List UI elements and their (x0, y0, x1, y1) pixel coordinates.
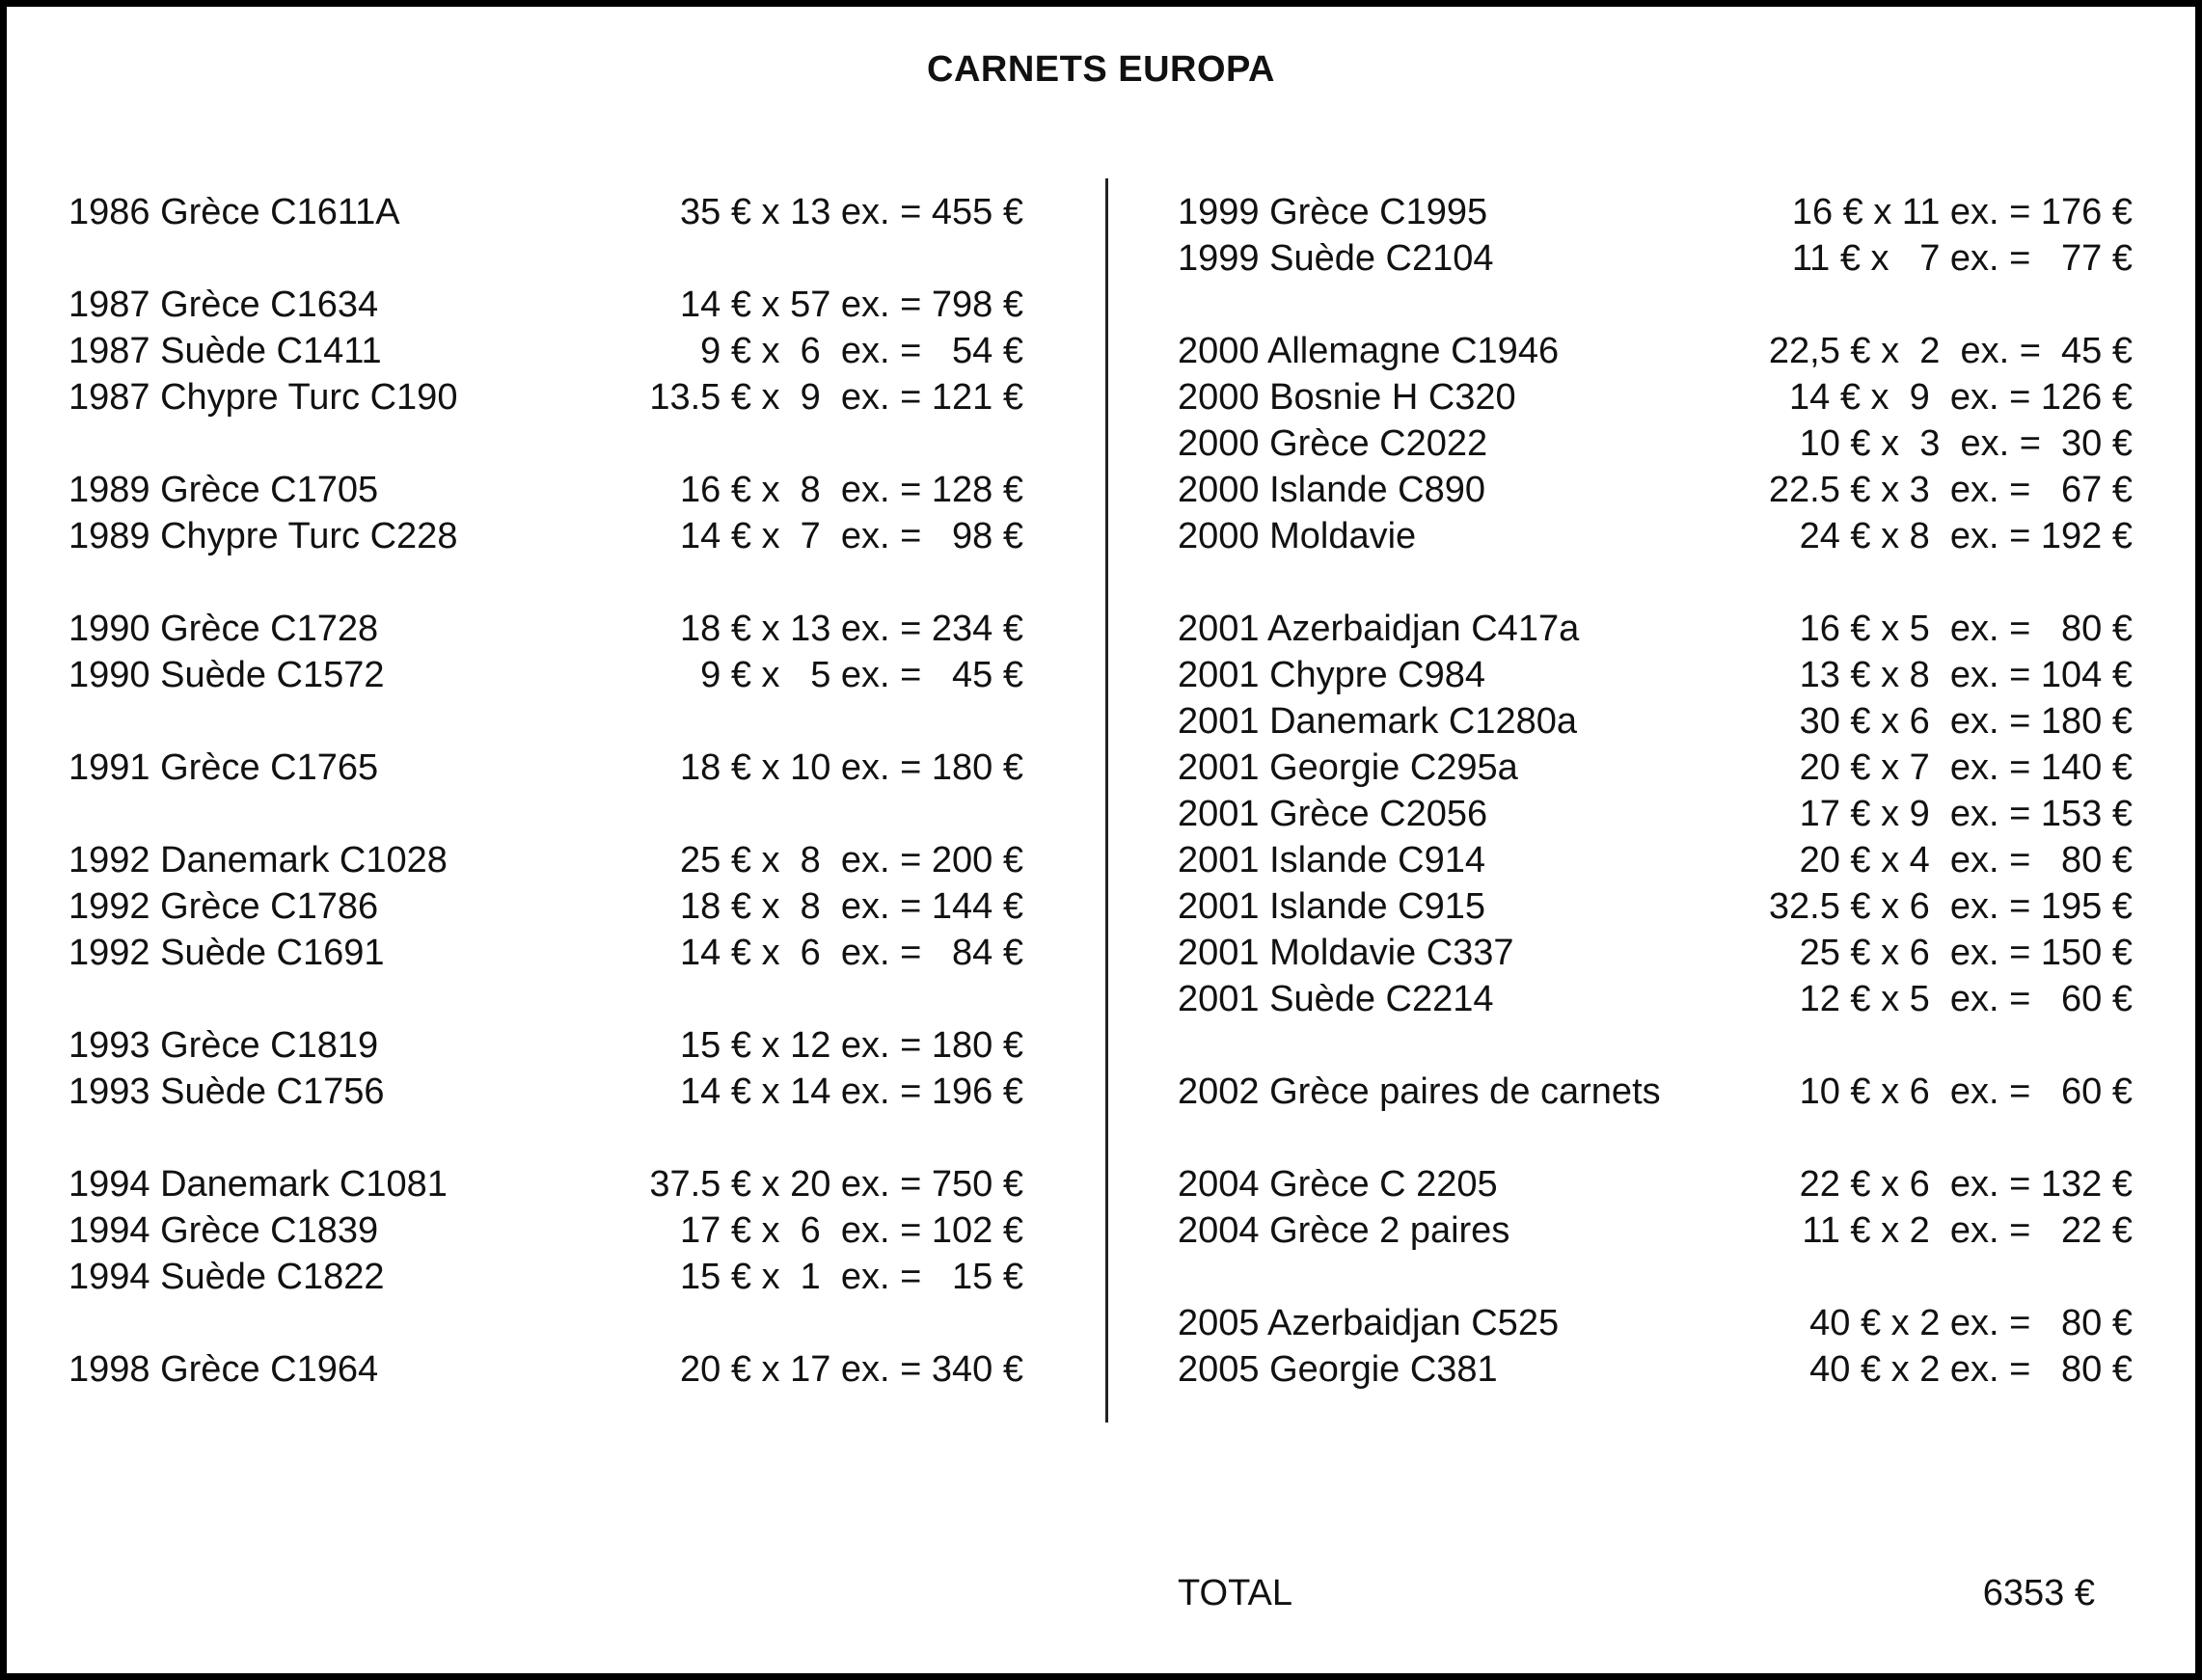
entry-label: 2001 Islande C914 (1178, 840, 1486, 881)
entry-price: 10 € x 6 ex. = 60 € (1799, 1071, 2133, 1112)
entry-label: 1986 Grèce C1611A (68, 192, 400, 232)
entry-label: 1991 Grèce C1765 (68, 747, 379, 788)
entry-price: 14 € x 14 ex. = 196 € (680, 1071, 1023, 1112)
entry-price: 40 € x 2 ex. = 80 € (1809, 1303, 2133, 1343)
entry-price: 16 € x 8 ex. = 128 € (680, 470, 1023, 510)
entry-label: 2004 Grèce C 2205 (1178, 1164, 1498, 1205)
entry-label: 2000 Grèce C2022 (1178, 423, 1488, 464)
entry-label: 2001 Suède C2214 (1178, 979, 1494, 1019)
entry-label: 2005 Georgie C381 (1178, 1349, 1498, 1390)
entry-label: 2000 Allemagne C1946 (1178, 331, 1560, 371)
entry-label: 2001 Grèce C2056 (1178, 794, 1488, 834)
entry-price: 22.5 € x 3 ex. = 67 € (1768, 470, 2133, 510)
entry-price: 11 € x 7 ex. = 77 € (1791, 238, 2133, 279)
entry-price: 24 € x 8 ex. = 192 € (1799, 516, 2133, 556)
entry-label: 1992 Suède C1691 (68, 933, 385, 973)
entry-price: 35 € x 13 ex. = 455 € (680, 192, 1023, 232)
entry-label: 2001 Georgie C295a (1178, 747, 1518, 788)
entry-label: 1990 Suède C1572 (68, 655, 385, 695)
entry-price: 15 € x 12 ex. = 180 € (680, 1025, 1023, 1066)
entry-label: 2004 Grèce 2 paires (1178, 1210, 1510, 1251)
entry-label: 1999 Grèce C1995 (1178, 192, 1488, 232)
entry-label: 1987 Grèce C1634 (68, 285, 379, 325)
entry-label: 1998 Grèce C1964 (68, 1349, 379, 1390)
entry-label: 2000 Bosnie H C320 (1178, 377, 1516, 418)
total-label: TOTAL (1178, 1573, 1292, 1613)
entry-price: 13 € x 8 ex. = 104 € (1799, 655, 2133, 695)
entry-label: 1992 Grèce C1786 (68, 886, 379, 927)
entry-label: 2001 Danemark C1280a (1178, 701, 1578, 742)
entry-price: 25 € x 8 ex. = 200 € (680, 840, 1023, 881)
entry-label: 1994 Suède C1822 (68, 1257, 385, 1297)
entry-price: 10 € x 3 ex. = 30 € (1799, 423, 2133, 464)
entry-price: 12 € x 5 ex. = 60 € (1799, 979, 2133, 1019)
entry-label: 1993 Grèce C1819 (68, 1025, 379, 1066)
entry-label: 1987 Suède C1411 (68, 331, 382, 371)
entry-label: 1990 Grèce C1728 (68, 609, 379, 649)
entry-price: 17 € x 9 ex. = 153 € (1799, 794, 2133, 834)
entry-price: 37.5 € x 20 ex. = 750 € (649, 1164, 1023, 1205)
entry-label: 1992 Danemark C1028 (68, 840, 448, 881)
entry-price: 18 € x 13 ex. = 234 € (680, 609, 1023, 649)
entry-price: 15 € x 1 ex. = 15 € (680, 1257, 1023, 1297)
entry-label: 1994 Grèce C1839 (68, 1210, 379, 1251)
entry-price: 18 € x 10 ex. = 180 € (680, 747, 1023, 788)
entry-label: 1989 Chypre Turc C228 (68, 516, 458, 556)
entry-price: 16 € x 5 ex. = 80 € (1799, 609, 2133, 649)
entry-price: 20 € x 4 ex. = 80 € (1799, 840, 2133, 881)
entry-label: 1994 Danemark C1081 (68, 1164, 448, 1205)
entry-price: 18 € x 8 ex. = 144 € (680, 886, 1023, 927)
entry-price: 14 € x 57 ex. = 798 € (680, 285, 1023, 325)
entry-label: 2000 Islande C890 (1178, 470, 1486, 510)
right-column (7, 7, 2195, 1673)
entry-label: 2000 Moldavie (1178, 516, 1417, 556)
entry-price: 20 € x 17 ex. = 340 € (680, 1349, 1023, 1390)
page-title: CARNETS EUROPA (927, 49, 1275, 90)
entry-label: 1999 Suède C2104 (1178, 238, 1494, 279)
entry-price: 25 € x 6 ex. = 150 € (1799, 933, 2133, 973)
entry-price: 11 € x 2 ex. = 22 € (1802, 1210, 2133, 1251)
entry-label: 1987 Chypre Turc C190 (68, 377, 458, 418)
entry-price: 40 € x 2 ex. = 80 € (1809, 1349, 2133, 1390)
entry-label: 2001 Chypre C984 (1178, 655, 1485, 695)
entry-price: 9 € x 5 ex. = 45 € (700, 655, 1023, 695)
entry-price: 14 € x 6 ex. = 84 € (680, 933, 1023, 973)
entry-label: 2001 Azerbaidjan C417a (1178, 609, 1580, 649)
entry-price: 22 € x 6 ex. = 132 € (1799, 1164, 2133, 1205)
entry-label: 2005 Azerbaidjan C525 (1178, 1303, 1560, 1343)
entry-price: 14 € x 9 ex. = 126 € (1789, 377, 2133, 418)
entry-label: 1993 Suède C1756 (68, 1071, 385, 1112)
entry-price: 9 € x 6 ex. = 54 € (700, 331, 1023, 371)
entry-label: 1989 Grèce C1705 (68, 470, 379, 510)
entry-price: 17 € x 6 ex. = 102 € (680, 1210, 1023, 1251)
entry-label: 2001 Moldavie C337 (1178, 933, 1514, 973)
entry-price: 16 € x 11 ex. = 176 € (1791, 192, 2133, 232)
entry-label: 2002 Grèce paires de carnets (1178, 1071, 1661, 1112)
entry-price: 32.5 € x 6 ex. = 195 € (1768, 886, 2133, 927)
entry-price: 13.5 € x 9 ex. = 121 € (649, 377, 1023, 418)
entry-price: 14 € x 7 ex. = 98 € (680, 516, 1023, 556)
entry-price: 30 € x 6 ex. = 180 € (1799, 701, 2133, 742)
entry-label: 2001 Islande C915 (1178, 886, 1486, 927)
entry-price: 22,5 € x 2 ex. = 45 € (1768, 331, 2133, 371)
total-value: 6353 € (1982, 1573, 2095, 1613)
entry-price: 20 € x 7 ex. = 140 € (1799, 747, 2133, 788)
